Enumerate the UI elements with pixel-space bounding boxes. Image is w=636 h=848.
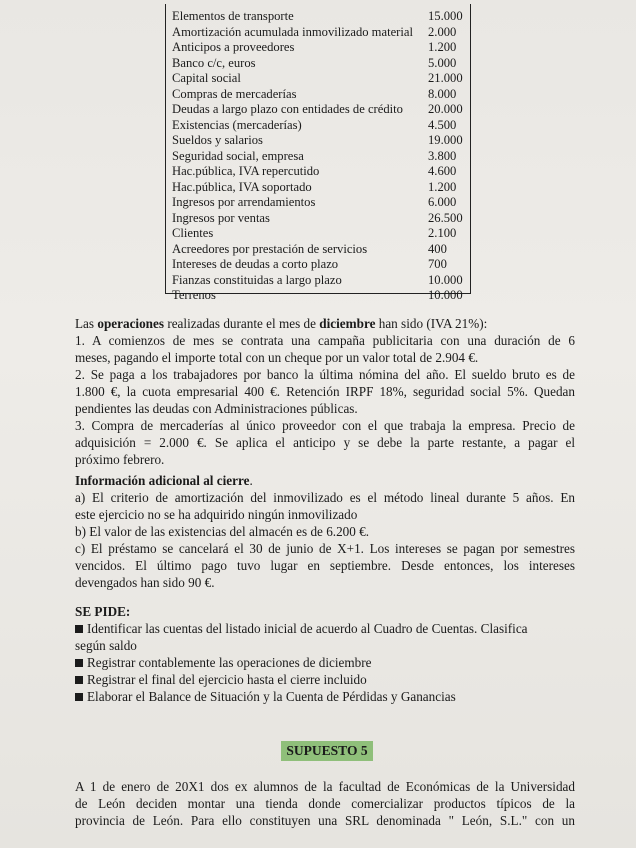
additional-info-title: Información adicional al cierre. — [75, 473, 253, 488]
account-name: Seguridad social, empresa — [172, 148, 304, 163]
operation-line: pendientes las deudas con Administraciones públicas. — [75, 401, 358, 416]
account-row — [172, 195, 464, 211]
additional-info-line: devengados han sido 90 €. — [75, 575, 215, 590]
additional-info-line: c) El préstamo se cancelará el 30 de junio de X+1. Los intereses se pagan por semestres — [75, 541, 575, 556]
account-row — [172, 288, 464, 304]
square-bullet-icon — [75, 676, 83, 684]
account-value: 2.000 — [428, 24, 457, 39]
account-value: 21.000 — [428, 71, 463, 85]
account-name: Deudas a largo plazo con entidades de crédito — [172, 102, 403, 116]
account-value: 400 — [428, 241, 447, 256]
account-row — [172, 87, 464, 103]
supuesto-line: A 1 de enero de 20X1 dos ex alumnos de la facultad de Económicas de la Universidad — [75, 779, 575, 794]
se-pide-item: Identificar las cuentas del listado inicial de acuerdo al Cuadro de Cuentas. Clasifica — [75, 620, 575, 637]
square-bullet-icon — [75, 625, 83, 633]
account-row — [172, 25, 464, 41]
additional-info-line: vencidos. El último pago tuvo lugar en septiembre. Desde entonces, los intereses — [75, 558, 575, 573]
account-name: Capital social — [172, 71, 241, 85]
account-name: Banco c/c, euros — [172, 55, 256, 70]
accounts-table — [165, 4, 471, 302]
account-row — [172, 40, 464, 56]
account-row — [172, 211, 464, 227]
account-row — [172, 133, 464, 149]
account-row — [172, 273, 464, 289]
account-value: 1.200 — [428, 40, 457, 54]
se-pide-item-continued: según saldo — [75, 638, 137, 653]
supuesto-line: de León deciden montar una tienda donde comercializar productos típicos de la — [75, 796, 575, 811]
square-bullet-icon — [75, 693, 83, 701]
supuesto-heading: SUPUESTO 5 — [281, 741, 373, 761]
account-name: Fianzas constituidas a largo plazo — [172, 272, 342, 287]
operation-line: próximo febrero. — [75, 452, 165, 467]
account-row — [172, 9, 464, 25]
account-value: 1.200 — [428, 179, 457, 194]
account-value: 15.000 — [428, 9, 463, 23]
account-name: Elementos de transporte — [172, 9, 294, 23]
account-value: 20.000 — [428, 102, 463, 116]
account-value: 4.600 — [428, 164, 457, 178]
operations-section — [75, 315, 575, 468]
account-value: 26.500 — [428, 210, 463, 225]
account-name: Hac.pública, IVA soportado — [172, 179, 312, 194]
se-pide-item: Elaborar el Balance de Situación y la Cuenta de Pérdidas y Ganancias — [75, 688, 575, 705]
account-row — [172, 102, 464, 118]
account-name: Intereses de deudas a corto plazo — [172, 257, 339, 271]
account-row — [172, 242, 464, 258]
account-name: Existencias (mercaderías) — [172, 117, 302, 132]
se-pide-section — [75, 603, 575, 705]
operations-intro: Las operaciones realizadas durante el mes de diciembre han sido (IVA 21%): — [75, 316, 488, 331]
account-name: Terrenos — [172, 288, 216, 302]
operation-line: 2. Se paga a los trabajadores por banco la última nómina del año. El sueldo bruto es de — [75, 367, 575, 382]
account-name: Acreedores por prestación de servicios — [172, 241, 368, 256]
square-bullet-icon — [75, 659, 83, 667]
operation-line: 3. Compra de mercaderías al único proveedor con el que trabaja la empresa. Precio de — [75, 418, 575, 433]
account-value: 5.000 — [428, 55, 457, 70]
account-value: 4.500 — [428, 117, 457, 132]
account-name: Amortización acumulada inmovilizado material — [172, 24, 413, 39]
supuesto-line: provincia de León. Para ello constituyen una SRL denominada " León, S.L." con un — [75, 813, 575, 828]
account-row — [172, 164, 464, 180]
account-name: Anticipos a proveedores — [172, 40, 295, 54]
account-row — [172, 118, 464, 134]
account-name: Ingresos por arrendamientos — [172, 195, 316, 209]
se-pide-item: Registrar contablemente las operaciones de diciembre — [75, 654, 575, 671]
operation-line: adquisición = 2.000 €. Se aplica el anticipo y se debe la parte restante, a pagar el — [75, 435, 575, 450]
account-value: 3.800 — [428, 148, 457, 163]
account-name: Hac.pública, IVA repercutido — [172, 164, 320, 178]
account-row — [172, 180, 464, 196]
account-row — [172, 149, 464, 165]
se-pide-item: Registrar el final del ejercicio hasta el cierre incluido — [75, 671, 575, 688]
additional-info-line: este ejercicio no se ha adquirido ningún inmovilizado — [75, 507, 358, 522]
account-value: 6.000 — [428, 195, 457, 209]
se-pide-title: SE PIDE: — [75, 604, 131, 619]
account-value: 8.000 — [428, 86, 457, 101]
operation-line: 1.800 €, la cuota empresarial 400 €. Retención IRPF 18%, seguridad social 5%. Quedan — [75, 384, 575, 399]
supuesto-text — [75, 778, 575, 829]
account-value: 10.000 — [428, 272, 463, 287]
operation-line: meses, pagando el importe total con un cheque por un valor total de 2.904 €. — [75, 350, 479, 365]
additional-info-section — [75, 472, 575, 591]
account-row — [172, 71, 464, 87]
account-value: 19.000 — [428, 133, 463, 147]
operation-line: 1. A comienzos de mes se contrata una campaña publicitaria con una duración de 6 — [75, 333, 575, 348]
account-name: Compras de mercaderías — [172, 86, 297, 101]
account-name: Ingresos por ventas — [172, 210, 270, 225]
account-value: 700 — [428, 257, 447, 271]
account-row — [172, 257, 464, 273]
account-row — [172, 226, 464, 242]
account-value: 10.000 — [428, 288, 463, 302]
account-value: 2.100 — [428, 226, 457, 240]
additional-info-line: b) El valor de las existencias del almacén es de 6.200 €. — [75, 524, 370, 539]
account-name: Sueldos y salarios — [172, 133, 263, 147]
account-row — [172, 56, 464, 72]
additional-info-line: a) El criterio de amortización del inmovilizado es el método lineal durante 5 años. En — [75, 490, 575, 505]
account-name: Clientes — [172, 226, 214, 240]
